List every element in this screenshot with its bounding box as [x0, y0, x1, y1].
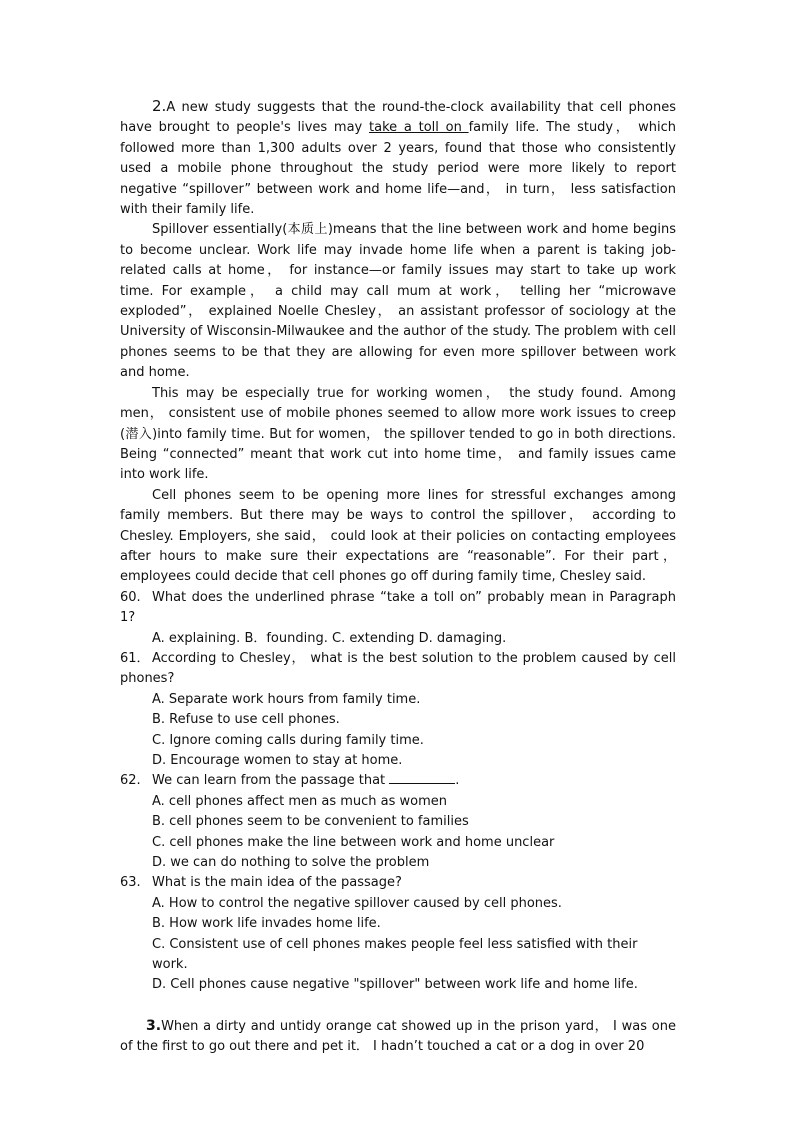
document-content — [120, 96, 676, 1058]
section-gap — [120, 996, 676, 1016]
question-number: 63. — [120, 875, 141, 891]
option-a: A. Separate work hours from family time. — [152, 691, 421, 707]
question-63-options — [120, 894, 676, 996]
option-c: C. Consistent use of cell phones makes people feel less satisfied with their work. — [152, 936, 638, 973]
paragraph-text: When a dirty and untidy orange cat showed up in the prison yard， I was one of the first to go out there and pet it． I hadn’t touched a cat or a dog in over 20 — [120, 1018, 676, 1055]
option-b: B. cell phones seem to be convenient to families — [152, 814, 469, 830]
question-stem: According to Chesley， what is the best solution to the problem caused by cell phones? — [120, 650, 676, 687]
question-stem: What is the main idea of the passage? — [152, 875, 402, 891]
passage3-paragraph-1 — [120, 1016, 676, 1058]
option-d: D. Encourage women to stay at home. — [152, 753, 403, 768]
question-number: 62. — [120, 773, 141, 789]
question-60-options — [120, 629, 676, 649]
question-63 — [120, 873, 676, 893]
passage-number: 2. — [152, 97, 167, 115]
question-stem: What does the underlined phrase “take a toll on” probably mean in Paragraph 1? — [120, 589, 676, 626]
question-61 — [120, 649, 676, 690]
passage-number: 3. — [146, 1017, 162, 1034]
question-61-options — [120, 690, 676, 772]
passage2-paragraph-1 — [120, 96, 676, 220]
question-60 — [120, 588, 676, 629]
option-d: D. we can do nothing to solve the problem — [152, 855, 430, 871]
passage2-paragraph-4: Cell phones seem to be opening more lines for stressful exchanges among family members. But there may be ways to control the spillover， according to Chesley. Employers, she said， could look at their policies on contacting employees after hours to make sure their expectations are “reasonable”. For their part， employees could decide that cell phones go off during family time, Chesley said. — [120, 487, 676, 585]
underlined-phrase: take a toll on — [369, 120, 469, 136]
answer-blank — [389, 771, 455, 784]
option-a: A. cell phones affect men as much as women — [152, 793, 448, 809]
option-d: D. Cell phones cause negative "spillover" between work life and home life. — [152, 977, 638, 993]
option-b: B. Refuse to use cell phones. — [152, 712, 340, 728]
question-62-options — [120, 792, 676, 874]
question-62 — [120, 771, 676, 791]
passage2-paragraph-2: Spillover essentially(本质上)means that the line between work and home begins to become unclear. Work life may invade home life when a parent is taking job-related calls at home， for instance—or family issues may start to take up work time. For example， a child may call mum at work， telling her “microwave exploded”， explained Noelle Chesley， an assistant professor of sociology at the University of Wisconsin-Milwaukee and the author of the study. The problem with cell phones seems to be that they are allowing for even more spillover between work and home. — [120, 222, 676, 381]
inline-options: A. explaining. B．founding. C. extending D. damaging. — [152, 630, 507, 646]
question-stem: We can learn from the passage that — [152, 773, 386, 789]
paragraph-text: family life. The study， which followed more than 1,300 adults over 2 years, found that those who consistently used a mobile phone throughout the study period were more likely to report negative “spillover” between work and home life—and， in turn， less satisfaction with their family life. — [120, 120, 676, 218]
option-a: A. How to control the negative spillover caused by cell phones. — [152, 895, 562, 911]
question-number: 61． — [120, 650, 150, 666]
option-c: C. Ignore coming calls during family time. — [152, 732, 424, 748]
question-stem-end: . — [455, 773, 460, 789]
passage2-paragraph-3: This may be especially true for working women， the study found. Among men， consistent use of mobile phones seemed to allow more work issues to creep (潜入)into family time. But for women， the spillover tended to go in both directions. Being “connected” meant that work cut into home time， and family issues came into work life. — [120, 385, 676, 483]
paragraph-text: A new study suggests that the round-the-clock availability that cell phones have brought to people's lives may — [120, 100, 676, 136]
option-c: C. cell phones make the line between work and home unclear — [152, 834, 555, 850]
option-b: B. How work life invades home life. — [152, 916, 381, 932]
question-number: 60. — [120, 589, 141, 605]
